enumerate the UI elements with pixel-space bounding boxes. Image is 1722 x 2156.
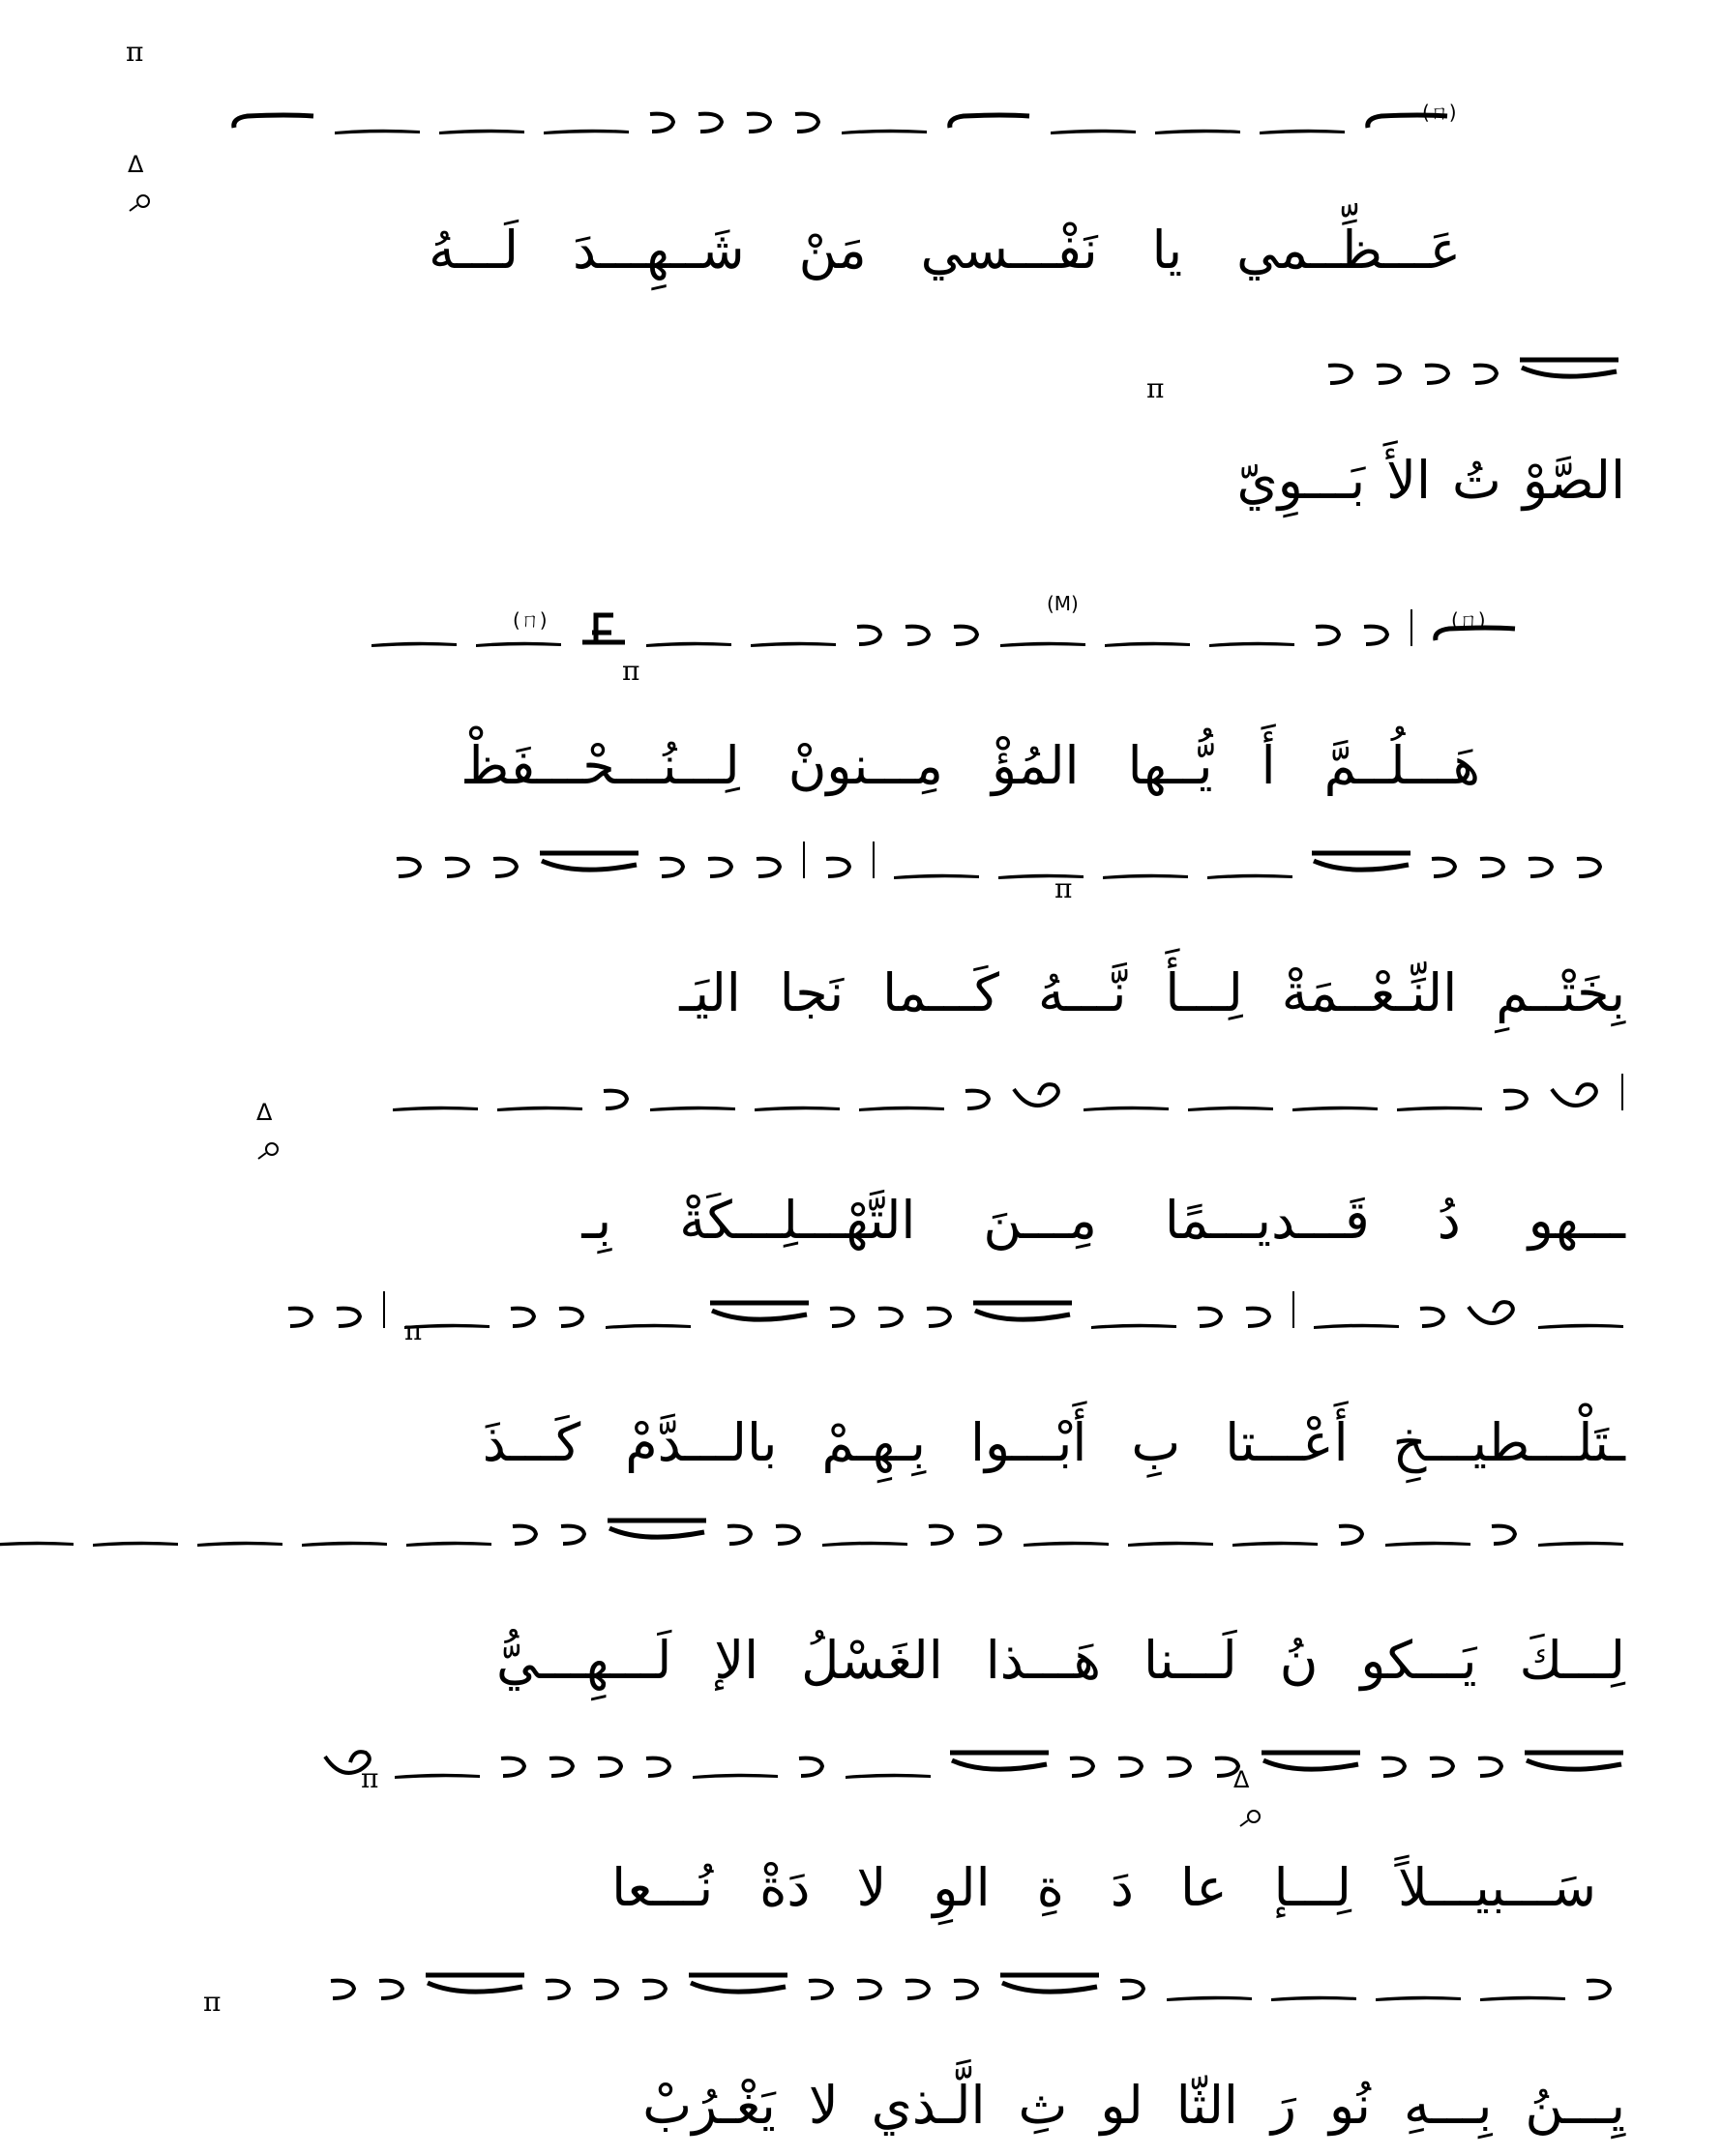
neume-row-6 (284, 1262, 1625, 1330)
neume-hook-mark (555, 1303, 588, 1330)
lyric-row-4 (679, 962, 1625, 1023)
neume-arc-mark (1310, 847, 1412, 880)
neume-hook-mark (542, 1975, 575, 2002)
neume-hook-mark (704, 853, 737, 880)
neume-dash-mark (1478, 1993, 1567, 2002)
lyric-syllable: يا (1151, 220, 1183, 281)
neume-dash-mark (391, 1103, 480, 1112)
neume-dash-mark (474, 638, 563, 648)
neume-dash-mark (1165, 1993, 1254, 2002)
neume-hook-mark (1416, 1303, 1449, 1330)
lyric-syllable: لِـــكَ (1519, 1630, 1625, 1691)
neume-arc-mark (606, 1515, 708, 1548)
lyric-syllable: نَجا (779, 962, 845, 1023)
neume-hook-mark (853, 621, 886, 648)
neume-dash-mark (542, 126, 631, 135)
neume-dash-mark (691, 1770, 780, 1780)
neume-hook-mark (950, 1975, 983, 2002)
neume-hook-mark (441, 853, 474, 880)
neume-hook-mark (695, 108, 727, 135)
neume-hook-mark (875, 1303, 907, 1330)
lyric-syllable: لِـــنُـــحْـــفَظْ (460, 735, 740, 796)
neume-hook-mark (772, 1521, 805, 1548)
neume-hook-mark (1470, 360, 1502, 387)
lyric-syllable: بالـــدَّمْ (625, 1412, 778, 1473)
lyric-syllable: ـتَلْـــطيـــخِ (1392, 1412, 1625, 1473)
lyric-syllable: ثِ (1018, 2075, 1068, 2136)
lyric-syllable: ةِ (1036, 1857, 1064, 1918)
lyric-syllable: الغَسْلُ (801, 1630, 943, 1691)
neume-dash-mark (749, 638, 838, 648)
lyric-syllable: يِـــنُ (1525, 2075, 1625, 2136)
neume-hook-mark (1163, 1753, 1196, 1780)
neume-hook-mark (1428, 853, 1461, 880)
neume-dash-mark (648, 1103, 737, 1112)
lyric-syllable: بِـ (581, 1190, 612, 1251)
lyric-syllable: الثّا (1175, 2075, 1238, 2136)
pi-ornament-mark: π (1054, 872, 1073, 904)
bracket_m-ornament-mark: (M) (1047, 592, 1079, 615)
neume-dash-mark (644, 638, 733, 648)
neume-hook-mark (1242, 1303, 1275, 1330)
neume-row-4 (393, 812, 1606, 880)
lyric-row-8 (611, 1857, 1596, 1918)
neume-dash-mark (1291, 1103, 1380, 1112)
lyric-syllable: بِ (1131, 1412, 1181, 1473)
lyric-syllable: بَـــوِيّ (1236, 450, 1366, 511)
neume-hook-mark (557, 1521, 590, 1548)
lyric-syllable: لَـــنا (1143, 1630, 1237, 1691)
lyric-syllable: الوِ (933, 1857, 991, 1918)
neume-hook-mark (642, 1753, 675, 1780)
lyric-syllable: لا (808, 2075, 839, 2136)
neume-hook-mark (962, 1085, 995, 1112)
neume-dash-mark (195, 1538, 284, 1548)
delta-ornament-mark: Δ (1233, 1766, 1250, 1793)
neume-hook-mark (1312, 621, 1345, 648)
lyric-syllable: بِخَتْــمِ (1496, 962, 1625, 1023)
neume-hook-mark (333, 1303, 366, 1330)
pi-ornament-mark: π (622, 655, 640, 687)
neume-hook-mark (1360, 621, 1393, 648)
neume-dash-mark (1231, 1538, 1320, 1548)
neume-hook-mark (1116, 1975, 1149, 2002)
neume-dash-mark (1049, 126, 1138, 135)
neume-hook-mark (1066, 1753, 1099, 1780)
neume-hook-mark (1335, 1521, 1368, 1548)
delta-ornament-mark: Δ (128, 151, 144, 178)
neume-hook-mark (791, 108, 824, 135)
neume-hook-mark (1488, 1521, 1521, 1548)
neume-hook-mark (1525, 853, 1558, 880)
lyric-syllable: قَـــديـــمًا (1164, 1190, 1370, 1251)
neume-loop-mark (1010, 1079, 1066, 1112)
neume-row-7 (0, 1480, 1625, 1548)
lyric-syllable: ـــهو (1528, 1190, 1625, 1251)
neume-hook-mark (1476, 853, 1509, 880)
lyric-syllable: التَّهْـــلِـــكَةْ (679, 1190, 916, 1251)
neume-hook-mark (853, 1975, 886, 2002)
pi-ornament-mark: π (404, 1314, 423, 1346)
lyric-syllable: أَبْـــوا (969, 1412, 1087, 1473)
neume-hook-mark (590, 1975, 623, 2002)
lyric-syllable: نَّـــهُ (1037, 962, 1127, 1023)
neume-dash-mark (1536, 1320, 1625, 1330)
neume-dash-mark (820, 1538, 909, 1548)
neume-hook-mark (1114, 1753, 1147, 1780)
lyric-syllable: عا (1179, 1857, 1228, 1918)
lyric-row-6 (482, 1412, 1625, 1473)
neume-dash-mark (1082, 1103, 1171, 1112)
neume-hook-mark (902, 621, 935, 648)
neume-dash-mark (892, 871, 981, 880)
lyric-syllable: دَ (1110, 1857, 1134, 1918)
neume-cap-mark (579, 609, 629, 648)
neume-hook-mark (546, 1753, 579, 1780)
lyric-syllable: كَـــذَ (482, 1412, 581, 1473)
neume-hook-mark (600, 1085, 633, 1112)
lyric-row-9 (642, 2075, 1625, 2136)
lyric-syllable: نُـــعا (611, 1857, 714, 1918)
neume-dash-mark (495, 1103, 584, 1112)
neume-hook-mark (1421, 360, 1454, 387)
lyric-syllable: الأَ (1386, 450, 1431, 511)
neume-dash-mark (404, 1538, 493, 1548)
neume-vbar-mark (871, 840, 876, 880)
lyric-syllable: هَـــذا (985, 1630, 1102, 1691)
lyric-syllable: نَفْـــسي (920, 220, 1098, 281)
lyric-syllable: مَنْ (798, 220, 867, 281)
neume-arc-mark (998, 1969, 1101, 2002)
pi-ornament-mark: π (361, 1762, 379, 1794)
neume-loop-mark (1465, 1297, 1521, 1330)
lyric-syllable: دَةْ (759, 1857, 811, 1918)
lyric-syllable: مِـــنَ (983, 1190, 1097, 1251)
neume-hook-mark (822, 853, 855, 880)
neume-dash-mark (1383, 1538, 1472, 1548)
lyric-syllable: لِـــإ (1273, 1857, 1352, 1918)
lyric-syllable: شَــهِـــدَ (573, 220, 745, 281)
neume-dash-mark (437, 126, 526, 135)
neume-arc-mark (424, 1969, 526, 2002)
pi-ornament-mark: π (1146, 372, 1165, 404)
neume-hook-mark (656, 853, 689, 880)
lyric-syllable: المُؤْ (991, 735, 1080, 796)
neume-hook-mark (1194, 1303, 1227, 1330)
neume-dash-mark (91, 1538, 180, 1548)
neume-dash-mark (370, 638, 459, 648)
neume-hookL-mark (944, 108, 1033, 135)
neume-row-2 (1324, 319, 1620, 387)
lyric-syllable: هَـــلُــمَّ (1323, 735, 1480, 796)
lyric-syllable: النِّـعْــمَةْ (1281, 962, 1458, 1023)
neume-dash-mark (1205, 871, 1294, 880)
neume-vbar-mark (1291, 1289, 1296, 1330)
neume-dash-mark (393, 1770, 482, 1780)
neume-hook-mark (753, 853, 786, 880)
lyric-row-5 (581, 1190, 1625, 1251)
neume-hook-mark (743, 108, 776, 135)
neume-hook-mark (1499, 1085, 1532, 1112)
neume-arc-mark (708, 1297, 811, 1330)
bracket-ornament-mark: (ㄇ) (513, 608, 548, 632)
neume-dash-mark (857, 1103, 946, 1112)
neume-dash-mark (844, 1770, 933, 1780)
neume-hook-mark (724, 1521, 757, 1548)
neume-vbar-mark (1409, 607, 1414, 648)
neume-hook-mark (507, 1303, 540, 1330)
neume-dash-mark (0, 1538, 75, 1548)
neume-dash-mark (840, 126, 929, 135)
lyric-syllable: بِـــهِ (1403, 2075, 1493, 2136)
lyric-syllable: دُ (1437, 1190, 1461, 1251)
neume-dash-mark (1103, 638, 1192, 648)
lyric-syllable: تُ (1451, 450, 1501, 511)
neume-hookL-mark (228, 108, 317, 135)
neume-vbar-mark (1619, 1072, 1625, 1112)
neume-arc-mark (971, 1297, 1074, 1330)
bracket-ornament-mark: (ㄇ) (1422, 101, 1457, 124)
lyric-syllable: لَـــهِـــيُّ (496, 1630, 672, 1691)
neume-hook-mark (638, 1975, 671, 2002)
lyric-row-3 (460, 735, 1480, 796)
neume-dash-mark (753, 1103, 842, 1112)
lyric-syllable: يَغْـرُبْ (642, 2075, 776, 2136)
neume-arc-mark (538, 847, 640, 880)
lyric-syllable: الإ (714, 1630, 759, 1691)
neume-hook-mark (1373, 360, 1406, 387)
lyric-syllable: رَ (1270, 2075, 1296, 2136)
neume-hook-mark (1583, 1975, 1616, 2002)
neume-arc-mark (1260, 1747, 1362, 1780)
neume-dash-mark (1022, 1538, 1111, 1548)
lyric-syllable: لِـــأَ (1165, 962, 1243, 1023)
lyric-syllable: اليَـ (679, 962, 741, 1023)
neume-vbar-mark (381, 1289, 387, 1330)
circle-ornament-icon (256, 1141, 283, 1165)
delta-ornament-mark: Δ (256, 1099, 273, 1126)
neume-vbar-mark (801, 840, 807, 880)
neume-dash-mark (998, 638, 1087, 648)
lyric-syllable: الَّـذي (871, 2075, 986, 2136)
neume-hook-mark (805, 1975, 838, 2002)
lyric-syllable: أَعْـــتا (1225, 1412, 1349, 1473)
neume-dash-mark (1101, 871, 1190, 880)
neume-dash-mark (1395, 1103, 1484, 1112)
neume-dash-mark (1374, 1993, 1463, 2002)
lyric-syllable: سَـــبيـــلاً (1398, 1857, 1596, 1918)
neume-dash-mark (1207, 638, 1296, 648)
neume-arc-mark (1523, 1747, 1625, 1780)
neume-hook-mark (393, 853, 426, 880)
neume-hook-mark (795, 1753, 828, 1780)
lyric-row-2 (1236, 450, 1626, 511)
neume-row-9 (327, 1934, 1616, 2002)
neume-hook-mark (1378, 1753, 1410, 1780)
neume-hook-mark (1426, 1753, 1459, 1780)
neume-dash-mark (1089, 1320, 1178, 1330)
lyric-row-1 (429, 220, 1461, 281)
lyric-syllable: أَ (1261, 735, 1276, 796)
neume-dash-mark (1258, 126, 1347, 135)
lyric-row-7 (496, 1630, 1625, 1691)
neume-dash-mark (1312, 1320, 1401, 1330)
neume-row-8 (321, 1712, 1625, 1780)
neume-row-1 (228, 68, 1451, 135)
lyric-syllable: عَـــظِّــمي (1236, 220, 1461, 281)
lyric-syllable: لو (1100, 2075, 1143, 2136)
neume-hook-mark (973, 1521, 1006, 1548)
neume-hook-mark (1324, 360, 1357, 387)
neume-dash-mark (604, 1320, 693, 1330)
lyric-syllable: نُ (1279, 1630, 1319, 1691)
neume-hook-mark (284, 1303, 317, 1330)
neume-hook-mark (646, 108, 679, 135)
lyric-syllable: لا (856, 1857, 887, 1918)
neume-loop-mark (1548, 1079, 1604, 1112)
neume-hook-mark (902, 1975, 935, 2002)
lyric-syllable: الصَّوْ (1522, 450, 1625, 511)
pi-ornament-mark: π (203, 1986, 222, 2018)
neume-hook-mark (509, 1521, 542, 1548)
neume-hook-mark (950, 621, 983, 648)
neume-dash-mark (1269, 1993, 1358, 2002)
circle-ornament-icon (1238, 1809, 1265, 1832)
neume-dash-mark (333, 126, 422, 135)
neume-dash-mark (1153, 126, 1242, 135)
neume-dash-mark (1126, 1538, 1215, 1548)
neume-hook-mark (375, 1975, 408, 2002)
neume-dash-mark (300, 1538, 389, 1548)
lyric-syllable: بِـهِـمْ (821, 1412, 926, 1473)
neume-hook-mark (497, 1753, 530, 1780)
lyric-syllable: لَـــهُ (429, 220, 520, 281)
neume-hook-mark (327, 1975, 360, 2002)
neume-hook-mark (1474, 1753, 1507, 1780)
neume-hook-mark (923, 1303, 956, 1330)
neume-row-5 (391, 1045, 1625, 1112)
lyric-syllable: يُّــها (1127, 735, 1213, 796)
bracket-ornament-mark: (ㄇ) (1451, 608, 1486, 632)
lyric-syllable: مِـــنونْ (787, 735, 943, 796)
neume-hook-mark (1573, 853, 1606, 880)
neume-arc-mark (1518, 354, 1620, 387)
lyric-syllable: يَـــكو (1360, 1630, 1477, 1691)
neume-arc-mark (687, 1969, 789, 2002)
lyric-syllable: نُو (1329, 2075, 1371, 2136)
neume-hook-mark (826, 1303, 859, 1330)
neume-arc-mark (948, 1747, 1051, 1780)
neume-hook-mark (594, 1753, 627, 1780)
pi-ornament-mark: π (126, 36, 144, 68)
neume-hook-mark (925, 1521, 958, 1548)
lyric-syllable: كَـــما (882, 962, 999, 1023)
circle-ornament-icon (128, 193, 155, 217)
neume-dash-mark (1536, 1538, 1625, 1548)
neume-dash-mark (1186, 1103, 1275, 1112)
neume-hook-mark (490, 853, 522, 880)
